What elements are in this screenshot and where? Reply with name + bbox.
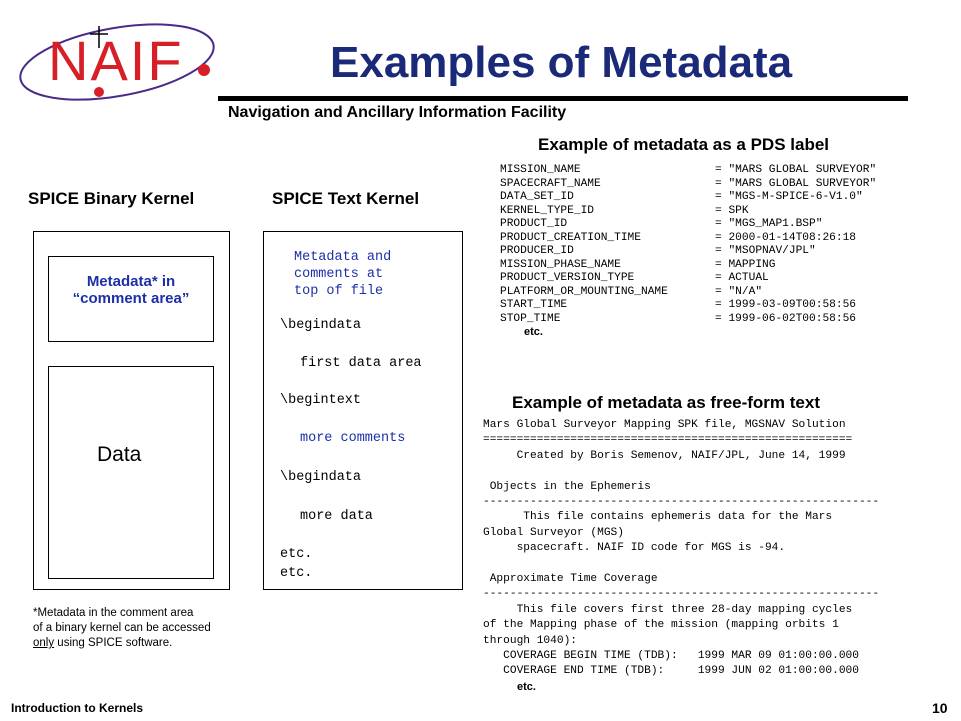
free-form-line: This file covers first three 28-day mapping cycles	[483, 603, 853, 616]
pds-key: START_TIME	[500, 299, 568, 311]
begintext: \begintext	[280, 393, 362, 408]
pds-value: = "N/A"	[715, 285, 763, 298]
pds-row	[500, 245, 876, 259]
binary-kernel-heading: SPICE Binary Kernel	[28, 189, 195, 208]
pds-key: STOP_TIME	[500, 312, 561, 325]
footnote-line1: *Metadata in the comment area	[33, 607, 194, 619]
page-title: Examples of Metadata	[330, 38, 793, 87]
data-box	[48, 366, 214, 579]
pds-value: = 1999-03-09T00:58:56	[715, 299, 857, 311]
text-kernel-heading: SPICE Text Kernel	[272, 189, 420, 208]
pds-row	[500, 259, 876, 273]
free-form-heading: Example of metadata as free-form text	[512, 393, 820, 412]
pds-key: PRODUCT_VERSION_TYPE	[500, 272, 635, 284]
more-data: more data	[300, 509, 373, 524]
free-form-line: spacecraft. NAIF ID code for MGS is -94.	[483, 542, 786, 555]
footnote-line2: of a binary kernel can be accessed	[33, 622, 211, 634]
pds-row	[500, 178, 876, 192]
footnote-only: only	[33, 637, 55, 649]
pds-key: SPACECRAFT_NAME	[500, 177, 601, 190]
text-kernel-etc-1: etc.	[280, 547, 313, 562]
pds-etc: etc.	[524, 326, 543, 338]
naif-logo-text: NAIF	[48, 29, 184, 92]
pds-row	[500, 218, 876, 232]
pds-label-heading: Example of metadata as a PDS label	[538, 135, 830, 154]
free-form-line: -----------------------------------------------------------	[483, 588, 880, 601]
free-form-line: Global Surveyor (MGS)	[483, 526, 624, 539]
footer-left: Introduction to Kernels	[11, 701, 143, 715]
pds-value: = "MARS GLOBAL SURVEYOR"	[715, 177, 877, 190]
pds-key: PLATFORM_OR_MOUNTING_NAME	[500, 285, 668, 298]
pds-key: PRODUCT_ID	[500, 218, 568, 230]
naif-logo	[12, 18, 222, 108]
metadata-box-line2: “comment area”	[72, 290, 190, 307]
metadata-box-line1: Metadata* in	[86, 273, 176, 290]
pds-value: = "MARS GLOBAL SURVEYOR"	[715, 164, 877, 176]
free-form-etc: etc.	[517, 680, 536, 693]
pds-key: KERNEL_TYPE_ID	[500, 204, 594, 217]
begindata-1: \begindata	[280, 318, 362, 333]
pds-key: MISSION_NAME	[500, 164, 581, 176]
pds-value: = "MGS-M-SPICE-6-V1.0"	[715, 191, 863, 203]
pds-row	[500, 164, 876, 178]
pds-row	[500, 286, 876, 300]
begindata-2: \begindata	[280, 470, 362, 485]
pds-value: = "MGS_MAP1.BSP"	[715, 218, 823, 230]
free-form-line: Approximate Time Coverage	[483, 573, 658, 586]
free-form-line: -----------------------------------------------------------	[483, 496, 880, 509]
free-form-line	[483, 557, 879, 572]
free-form-line: COVERAGE BEGIN TIME (TDB): 1999 MAR 09 01:00:00.000	[483, 650, 859, 663]
metadata-comment-area-box	[48, 256, 214, 342]
text-kernel-comment-2: comments at	[294, 267, 384, 282]
free-form-line	[483, 464, 879, 479]
pds-row	[500, 313, 876, 327]
text-kernel-comment-3: top of file	[294, 284, 384, 299]
pds-key: PRODUCER_ID	[500, 245, 574, 257]
free-form-line: through 1040):	[483, 634, 577, 647]
pds-value: = SPK	[715, 204, 749, 217]
pds-row	[500, 272, 876, 286]
page-number: 10	[932, 700, 948, 716]
pds-value: = MAPPING	[715, 258, 776, 271]
data-label: Data	[97, 443, 142, 466]
pds-row	[500, 232, 876, 246]
free-form-line: Created by Boris Semenov, NAIF/JPL, June 14, 1999	[483, 449, 846, 462]
more-comments: more comments	[300, 431, 406, 446]
pds-row	[500, 205, 876, 219]
first-data-area: first data area	[300, 356, 422, 371]
subtitle: Navigation and Ancillary Information Facility	[228, 104, 567, 121]
text-kernel-etc-2: etc.	[280, 566, 313, 581]
pds-label-block	[500, 164, 876, 340]
footnote	[33, 606, 211, 651]
free-form-line: COVERAGE END TIME (TDB): 1999 JUN 02 01:00:00.000	[483, 665, 859, 678]
pds-key: PRODUCT_CREATION_TIME	[500, 231, 641, 244]
text-kernel-comment-1: Metadata and	[294, 250, 392, 265]
pds-value: = "MSOPNAV/JPL"	[715, 245, 816, 257]
pds-key: DATA_SET_ID	[500, 191, 574, 203]
footnote-line3	[33, 636, 211, 651]
pds-row	[500, 191, 876, 205]
pds-row	[500, 299, 876, 313]
footnote-line3-rest: using SPICE software.	[54, 637, 173, 649]
free-form-line: Objects in the Ephemeris	[483, 480, 651, 493]
free-form-line: Mars Global Surveyor Mapping SPK file, MGSNAV Solution	[483, 419, 846, 431]
pds-value: = ACTUAL	[715, 272, 769, 284]
free-form-line: This file contains ephemeris data for the Mars	[483, 511, 833, 524]
pds-value: = 2000-01-14T08:26:18	[715, 231, 857, 244]
title-underline	[218, 96, 908, 101]
free-form-text-block	[483, 418, 879, 695]
free-form-line: =======================================================	[483, 434, 853, 447]
free-form-line: of the Mapping phase of the mission (mapping orbits 1	[483, 619, 839, 632]
pds-key: MISSION_PHASE_NAME	[500, 258, 621, 271]
pds-value: = 1999-06-02T00:58:56	[715, 312, 857, 325]
